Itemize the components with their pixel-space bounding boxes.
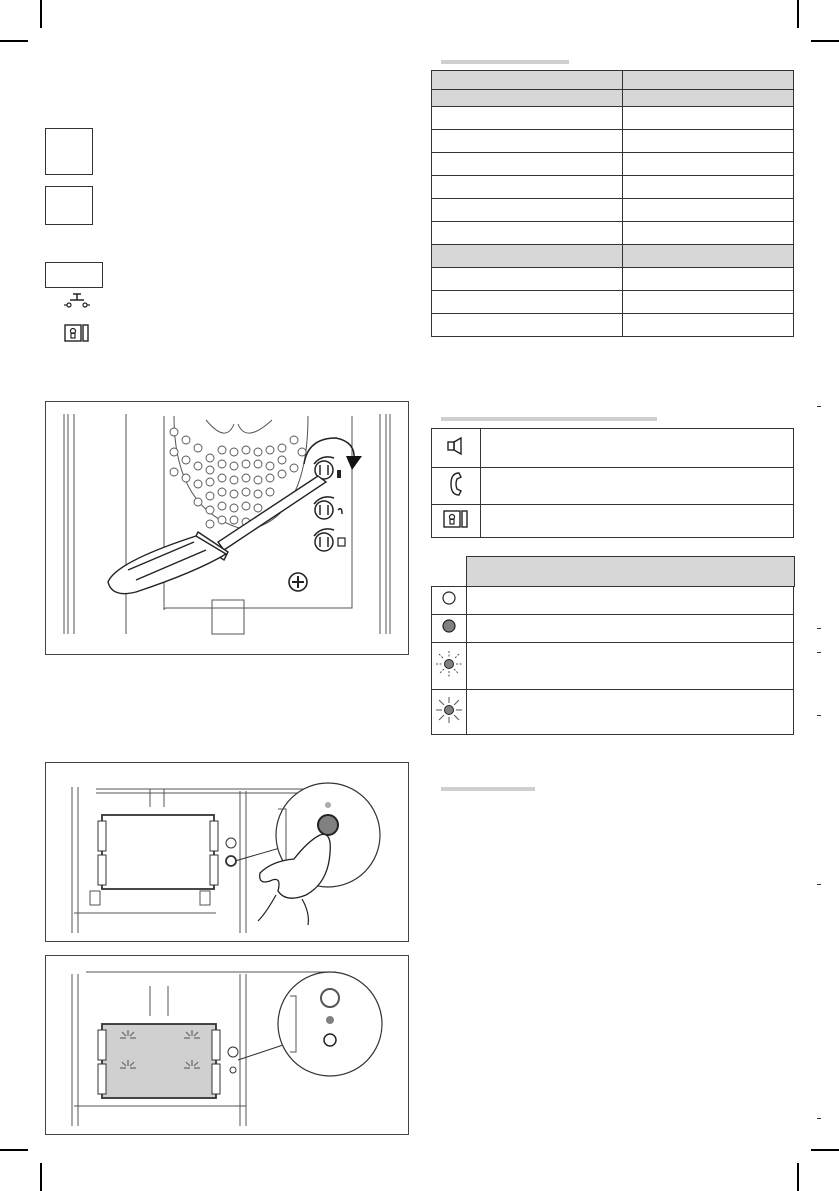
crop-mark-top-right-v bbox=[797, 0, 799, 28]
spec-row bbox=[432, 268, 794, 291]
led-row-off bbox=[432, 587, 794, 615]
spec-row-section bbox=[432, 245, 794, 268]
led-row-on bbox=[432, 615, 794, 643]
crop-mark-bottom-right bbox=[811, 1149, 839, 1151]
spec-row-header bbox=[432, 71, 794, 90]
margin-tick bbox=[817, 1118, 821, 1119]
door-lock-icon bbox=[442, 509, 470, 529]
spec-row bbox=[432, 107, 794, 130]
margin-tick bbox=[817, 884, 821, 885]
crop-mark-top-left bbox=[0, 40, 28, 42]
led-slow-blink-icon bbox=[434, 695, 464, 725]
adjust-row-handset bbox=[432, 468, 794, 505]
led-row-slow-blink bbox=[432, 690, 794, 735]
spec-row bbox=[432, 314, 794, 337]
adjust-row-speaker bbox=[432, 429, 794, 468]
spec-row bbox=[432, 130, 794, 153]
spec-row bbox=[432, 199, 794, 222]
spec-row bbox=[432, 153, 794, 176]
spec-row bbox=[432, 291, 794, 314]
crop-mark-bottom-right-v bbox=[797, 1163, 799, 1191]
section-bar-2 bbox=[441, 417, 657, 421]
crop-mark-bottom-left-v bbox=[40, 1163, 42, 1191]
handset-volume-icon bbox=[445, 471, 467, 497]
section-bar-3 bbox=[441, 787, 535, 791]
door-release-icon bbox=[64, 323, 90, 343]
keypad-blinking-illustration bbox=[46, 956, 408, 1134]
crop-mark-top-right bbox=[811, 40, 839, 42]
key-rectangle bbox=[45, 262, 103, 288]
led-off-icon bbox=[441, 590, 457, 606]
button-press-illustration bbox=[46, 763, 408, 941]
led-fast-blink-icon bbox=[434, 649, 464, 679]
figure-screwdriver-adjustment bbox=[45, 401, 409, 655]
led-row-fast-blink bbox=[432, 643, 794, 690]
button-contact-icon bbox=[64, 292, 90, 310]
speaker-volume-icon bbox=[445, 435, 467, 457]
crop-mark-bottom-left bbox=[0, 1149, 28, 1151]
spec-row bbox=[432, 222, 794, 245]
spec-table bbox=[431, 70, 794, 337]
screwdriver-illustration bbox=[46, 402, 408, 654]
margin-tick bbox=[817, 406, 821, 407]
led-table-header bbox=[466, 556, 795, 587]
spec-row bbox=[432, 176, 794, 199]
key-square-1 bbox=[45, 128, 93, 175]
led-on-icon bbox=[441, 618, 457, 634]
figure-button-press bbox=[45, 762, 409, 942]
key-square-2 bbox=[45, 186, 93, 225]
led-table bbox=[431, 586, 794, 735]
margin-tick bbox=[817, 652, 821, 653]
section-bar-1 bbox=[441, 60, 569, 64]
spec-row-subheader bbox=[432, 90, 794, 107]
figure-keypad-blinking bbox=[45, 955, 409, 1135]
margin-tick bbox=[817, 715, 821, 716]
adjust-row-door-lock bbox=[432, 505, 794, 538]
margin-tick bbox=[817, 628, 821, 629]
crop-mark-top-left-v bbox=[40, 0, 42, 28]
adjust-table bbox=[431, 428, 794, 538]
